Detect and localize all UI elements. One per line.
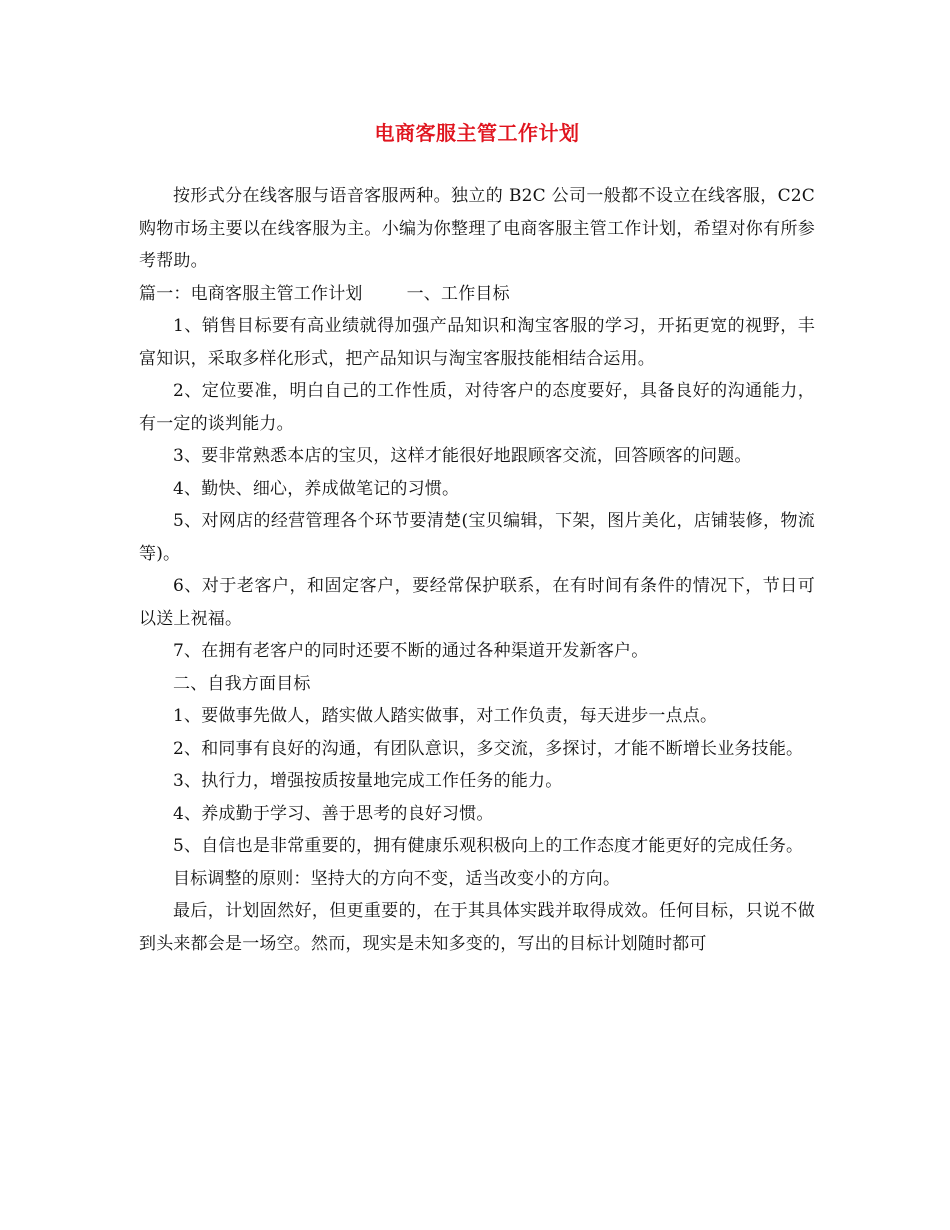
paragraph: 4、勤快、细心，养成做笔记的习惯。 [173, 478, 460, 499]
paragraph: 2、和同事有良好的沟通，有团队意识，多交流，多探讨，才能不断增长业务技能。 [173, 738, 804, 759]
document-body [139, 118, 815, 960]
paragraph: 7、在拥有老客户的同时还要不断的通过各种渠道开发新客户。 [173, 641, 649, 661]
section-heading [139, 278, 815, 311]
paragraph: 1、销售目标要有高业绩就得加强产品知识和淘宝客服的学习，开拓更宽的视野，丰富知识，采取多样化形式，把产品知识与淘宝客服技能相结合运用。 [139, 316, 815, 369]
paragraph: 2、定位要准，明白自己的工作性质，对待客户的态度要好，具备良好的沟通能力，有一定的谈判能力。 [139, 381, 815, 434]
paragraph: 3、要非常熟悉本店的宝贝，这样才能很好地跟顾客交流，回答顾客的问题。 [173, 446, 752, 466]
paragraph: 1、要做事先做人，踏实做人踏实做事，对工作负责，每天进步一点点。 [173, 706, 718, 726]
paragraph: 最后，计划固然好，但更重要的，在于其具体实践并取得成效。任何目标，只说不做到头来都会是一场空。然而，现实是未知多变的，写出的目标计划随时都可 [139, 901, 815, 954]
paragraph: 3、执行力，增强按质按量地完成工作任务的能力。 [173, 771, 563, 791]
section-heading-part-goal: 一、工作目标 [406, 283, 510, 304]
subsection-heading: 二、自我方面目标 [173, 673, 311, 694]
paragraph: 4、养成勤于学习、善于思考的良好习惯。 [173, 803, 494, 824]
intro-paragraph: 按形式分在线客服与语音客服两种。独立的 B2C 公司一般都不设立在线客服，C2C 购物市场主要以在线客服为主。小编为你整理了电商客服主管工作计划，希望对你有所参考帮助。 [139, 186, 815, 271]
paragraph: 6、对于老客户，和固定客户，要经常保护联系，在有时间有条件的情况下，节日可以送上祝福。 [139, 576, 815, 629]
section-heading-part-title: 篇一：电商客服主管工作计划 [139, 283, 363, 304]
paragraph: 5、对网店的经营管理各个环节要清楚(宝贝编辑，下架，图片美化，店铺装修，物流等)。 [139, 511, 815, 564]
paragraph: 5、自信也是非常重要的，拥有健康乐观积极向上的工作态度才能更好的完成任务。 [173, 836, 804, 856]
document-title: 电商客服主管工作计划 [374, 121, 580, 145]
paragraph: 目标调整的原则：坚持大的方向不变，适当改变小的方向。 [173, 868, 621, 889]
